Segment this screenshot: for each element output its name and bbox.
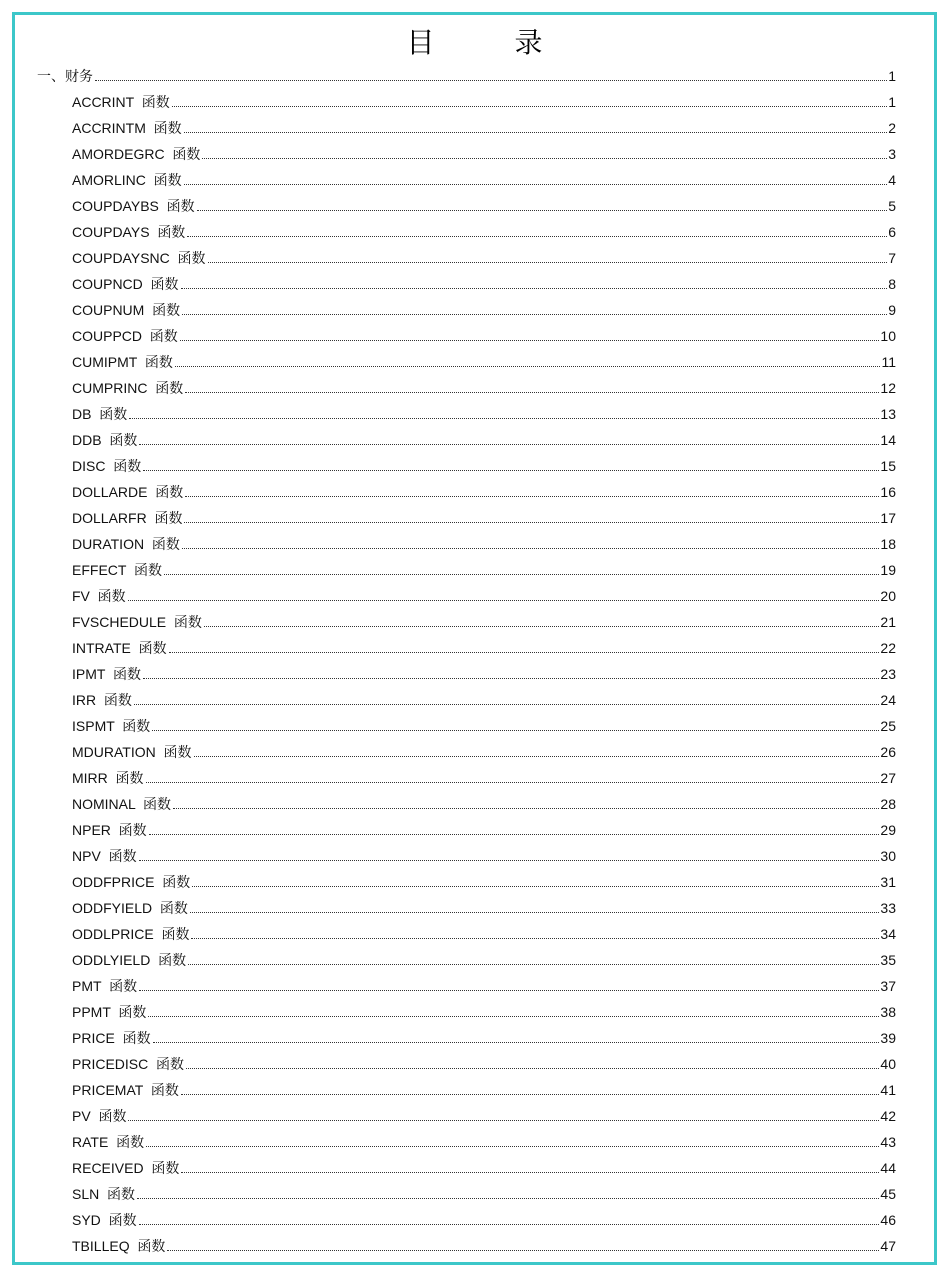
table-of-contents xyxy=(15,59,934,1255)
dot-leader xyxy=(143,677,879,679)
toc-entry[interactable] xyxy=(15,943,934,969)
toc-page-number: 44 xyxy=(880,1160,896,1176)
toc-page-number: 22 xyxy=(880,640,896,656)
dot-leader xyxy=(181,1171,879,1173)
dot-leader xyxy=(139,859,880,861)
toc-entry-label[interactable]: ODDFYIELD 函数 xyxy=(72,900,188,916)
dot-leader xyxy=(184,131,888,133)
toc-page-number: 40 xyxy=(880,1056,896,1072)
toc-entry[interactable] xyxy=(15,397,934,423)
toc-entry[interactable] xyxy=(15,1177,934,1203)
toc-entry[interactable] xyxy=(15,631,934,657)
toc-entry-label[interactable]: COUPDAYS 函数 xyxy=(72,224,186,240)
toc-entry[interactable] xyxy=(15,475,934,501)
dot-leader xyxy=(186,1067,879,1069)
toc-entry[interactable] xyxy=(15,1099,934,1125)
toc-page-number: 27 xyxy=(880,770,896,786)
toc-entry-label[interactable]: PPMT 函数 xyxy=(72,1004,147,1020)
toc-entry[interactable] xyxy=(15,605,934,631)
dot-leader xyxy=(187,235,887,237)
dot-leader xyxy=(180,339,880,341)
toc-entry-label[interactable]: DOLLARDE 函数 xyxy=(72,484,184,500)
dot-leader xyxy=(148,1015,879,1017)
toc-entry-label[interactable]: SYD 函数 xyxy=(72,1212,137,1228)
dot-leader xyxy=(181,1093,880,1095)
toc-entry-label[interactable]: AMORDEGRC 函数 xyxy=(72,146,201,162)
dot-leader xyxy=(182,313,887,315)
toc-entry[interactable] xyxy=(15,813,934,839)
toc-entry[interactable] xyxy=(15,111,934,137)
toc-page-number: 13 xyxy=(880,406,896,422)
dot-leader xyxy=(182,547,880,549)
toc-page-number: 21 xyxy=(880,614,896,630)
toc-entry-label[interactable]: FV 函数 xyxy=(72,588,126,604)
toc-page-number: 45 xyxy=(880,1186,896,1202)
dot-leader xyxy=(128,599,880,601)
dot-leader xyxy=(185,495,879,497)
toc-entry[interactable] xyxy=(15,1073,934,1099)
toc-page-number: 1 xyxy=(888,94,896,110)
toc-entry-label[interactable]: COUPDAYSNC 函数 xyxy=(72,250,206,266)
toc-entry-label[interactable]: ODDFPRICE 函数 xyxy=(72,874,191,890)
dot-leader xyxy=(128,1119,879,1121)
toc-entry[interactable] xyxy=(15,1151,934,1177)
toc-entry-label[interactable]: PRICEDISC 函数 xyxy=(72,1056,185,1072)
toc-entry-label[interactable]: ISPMT 函数 xyxy=(72,718,151,734)
toc-entry[interactable] xyxy=(15,917,934,943)
toc-entry-label[interactable]: PRICE 函数 xyxy=(72,1030,151,1046)
toc-page-number: 42 xyxy=(880,1108,896,1124)
dot-leader xyxy=(152,729,879,731)
dot-leader xyxy=(139,1223,880,1225)
dot-leader xyxy=(188,963,879,965)
toc-page-number: 15 xyxy=(880,458,896,474)
toc-page-number: 24 xyxy=(880,692,896,708)
toc-entry-label[interactable]: COUPPCD 函数 xyxy=(72,328,178,344)
toc-entry[interactable] xyxy=(15,865,934,891)
toc-page-number: 41 xyxy=(880,1082,896,1098)
toc-entry[interactable] xyxy=(15,1047,934,1073)
toc-entry-label[interactable]: DB 函数 xyxy=(72,406,128,422)
toc-entry[interactable] xyxy=(15,241,934,267)
toc-entry[interactable] xyxy=(15,553,934,579)
toc-page-number: 28 xyxy=(880,796,896,812)
toc-entry[interactable] xyxy=(15,683,934,709)
dot-leader xyxy=(146,781,880,783)
toc-entry-label[interactable]: IPMT 函数 xyxy=(72,666,141,682)
document-page xyxy=(12,12,937,1265)
toc-entry[interactable] xyxy=(15,787,934,813)
dot-leader xyxy=(129,417,879,419)
toc-entry-label[interactable]: PMT 函数 xyxy=(72,978,138,994)
toc-entry-label[interactable]: ODDLPRICE 函数 xyxy=(72,926,190,942)
dot-leader xyxy=(192,885,879,887)
toc-entry[interactable] xyxy=(15,189,934,215)
toc-entry-label[interactable]: SLN 函数 xyxy=(72,1186,136,1202)
toc-page-number: 31 xyxy=(880,874,896,890)
dot-leader xyxy=(149,833,880,835)
toc-entry-label[interactable]: PRICEMAT 函数 xyxy=(72,1082,179,1098)
toc-page-number: 7 xyxy=(888,250,896,266)
toc-section-heading[interactable] xyxy=(15,59,934,85)
dot-leader xyxy=(185,391,879,393)
toc-entry-label[interactable]: NPER 函数 xyxy=(72,822,147,838)
dot-leader xyxy=(134,703,880,705)
toc-entry-label[interactable]: CUMIPMT 函数 xyxy=(72,354,173,370)
dot-leader xyxy=(95,79,887,81)
toc-page-number: 39 xyxy=(880,1030,896,1046)
toc-entry-label[interactable]: ODDLYIELD 函数 xyxy=(72,952,187,968)
toc-page-number: 25 xyxy=(880,718,896,734)
dot-leader xyxy=(167,1249,879,1251)
dot-leader xyxy=(173,807,879,809)
toc-entry[interactable] xyxy=(15,891,934,917)
dot-leader xyxy=(181,287,888,289)
toc-page-number: 23 xyxy=(880,666,896,682)
toc-page-number: 8 xyxy=(888,276,896,292)
dot-leader xyxy=(184,521,879,523)
toc-entry-label[interactable]: RATE 函数 xyxy=(72,1134,145,1150)
toc-page-number: 35 xyxy=(880,952,896,968)
toc-entry-label[interactable]: NOMINAL 函数 xyxy=(72,796,172,812)
toc-page-number: 19 xyxy=(880,562,896,578)
toc-entry-label[interactable]: DOLLARFR 函数 xyxy=(72,510,183,526)
dot-leader xyxy=(139,989,879,991)
toc-entry-label[interactable]: NPV 函数 xyxy=(72,848,137,864)
toc-page-number: 29 xyxy=(880,822,896,838)
toc-entry[interactable] xyxy=(15,1203,934,1229)
toc-entry[interactable] xyxy=(15,1021,934,1047)
toc-page-number: 11 xyxy=(881,354,896,370)
toc-entry-label[interactable]: IRR 函数 xyxy=(72,692,132,708)
toc-page-number: 6 xyxy=(888,224,896,240)
toc-page-number: 34 xyxy=(880,926,896,942)
toc-page-number: 47 xyxy=(880,1238,896,1254)
toc-entry[interactable] xyxy=(15,1229,934,1255)
dot-leader xyxy=(153,1041,880,1043)
toc-entry-label[interactable]: DDB 函数 xyxy=(72,432,138,448)
toc-entry-label[interactable]: CUMPRINC 函数 xyxy=(72,380,184,396)
toc-entry-label[interactable]: ACCRINTM 函数 xyxy=(72,120,182,136)
toc-page-number: 38 xyxy=(880,1004,896,1020)
toc-entry[interactable] xyxy=(15,709,934,735)
dot-leader xyxy=(191,937,879,939)
toc-page-number: 10 xyxy=(880,328,896,344)
toc-entry-label[interactable]: DURATION 函数 xyxy=(72,536,180,552)
dot-leader xyxy=(146,1145,879,1147)
toc-entry-label[interactable]: EFFECT 函数 xyxy=(72,562,162,578)
toc-page-number: 33 xyxy=(880,900,896,916)
toc-page-number: 14 xyxy=(880,432,896,448)
toc-entry-label[interactable]: DISC 函数 xyxy=(72,458,142,474)
toc-entry[interactable] xyxy=(15,319,934,345)
toc-page-number: 37 xyxy=(880,978,896,994)
page-title: 目 录 xyxy=(406,26,569,59)
dot-leader xyxy=(184,183,888,185)
dot-leader xyxy=(194,755,880,757)
dot-leader xyxy=(169,651,880,653)
toc-entry[interactable] xyxy=(15,839,934,865)
toc-entry-label[interactable]: RECEIVED 函数 xyxy=(72,1160,180,1176)
toc-page-number: 4 xyxy=(888,172,896,188)
toc-page-number: 43 xyxy=(880,1134,896,1150)
toc-entry-label[interactable]: PV 函数 xyxy=(72,1108,127,1124)
toc-entry[interactable] xyxy=(15,137,934,163)
toc-entry-label[interactable]: COUPDAYBS 函数 xyxy=(72,198,195,214)
toc-page-number: 2 xyxy=(888,120,896,136)
toc-entry-label[interactable]: MIRR 函数 xyxy=(72,770,144,786)
toc-page-number: 46 xyxy=(880,1212,896,1228)
dot-leader xyxy=(202,157,887,159)
toc-entry[interactable] xyxy=(15,423,934,449)
toc-entry-label[interactable]: AMORLINC 函数 xyxy=(72,172,182,188)
dot-leader xyxy=(139,443,879,445)
toc-entry-label[interactable]: INTRATE 函数 xyxy=(72,640,167,656)
toc-entry[interactable] xyxy=(15,163,934,189)
dot-leader xyxy=(137,1197,879,1199)
toc-entry-label[interactable]: ACCRINT 函数 xyxy=(72,94,170,110)
toc-entry[interactable] xyxy=(15,657,934,683)
toc-page-number: 20 xyxy=(880,588,896,604)
dot-leader xyxy=(208,261,888,263)
toc-entry[interactable] xyxy=(15,293,934,319)
dot-leader xyxy=(172,105,887,107)
toc-entry-label[interactable]: TBILLEQ 函数 xyxy=(72,1238,166,1254)
toc-page-number: 16 xyxy=(880,484,896,500)
toc-entry-label[interactable]: MDURATION 函数 xyxy=(72,744,192,760)
toc-entry[interactable] xyxy=(15,735,934,761)
toc-page-number: 12 xyxy=(880,380,896,396)
toc-entry[interactable] xyxy=(15,761,934,787)
toc-page-number: 9 xyxy=(888,302,896,318)
toc-page-number: 3 xyxy=(888,146,896,162)
toc-entry-label[interactable]: 一、财务 xyxy=(37,68,93,84)
toc-page-number: 18 xyxy=(880,536,896,552)
dot-leader xyxy=(175,365,881,367)
toc-entry-label[interactable]: FVSCHEDULE 函数 xyxy=(72,614,202,630)
toc-entry-label[interactable]: COUPNUM 函数 xyxy=(72,302,181,318)
dot-leader xyxy=(164,573,879,575)
toc-page-number: 5 xyxy=(888,198,896,214)
toc-entry[interactable] xyxy=(15,371,934,397)
toc-entry[interactable] xyxy=(15,527,934,553)
toc-entry[interactable] xyxy=(15,215,934,241)
toc-entry[interactable] xyxy=(15,995,934,1021)
toc-entry[interactable] xyxy=(15,85,934,111)
toc-page-number: 1 xyxy=(888,68,896,84)
toc-entry[interactable] xyxy=(15,345,934,371)
toc-entry[interactable] xyxy=(15,579,934,605)
dot-leader xyxy=(204,625,880,627)
toc-page-number: 26 xyxy=(880,744,896,760)
dot-leader xyxy=(190,911,880,913)
toc-entry[interactable] xyxy=(15,1125,934,1151)
toc-page-number: 17 xyxy=(880,510,896,526)
toc-entry[interactable] xyxy=(15,267,934,293)
toc-page-number: 30 xyxy=(880,848,896,864)
toc-entry[interactable] xyxy=(15,449,934,475)
toc-entry[interactable] xyxy=(15,501,934,527)
toc-entry[interactable] xyxy=(15,969,934,995)
toc-entry-label[interactable]: COUPNCD 函数 xyxy=(72,276,179,292)
dot-leader xyxy=(143,469,879,471)
dot-leader xyxy=(197,209,888,211)
